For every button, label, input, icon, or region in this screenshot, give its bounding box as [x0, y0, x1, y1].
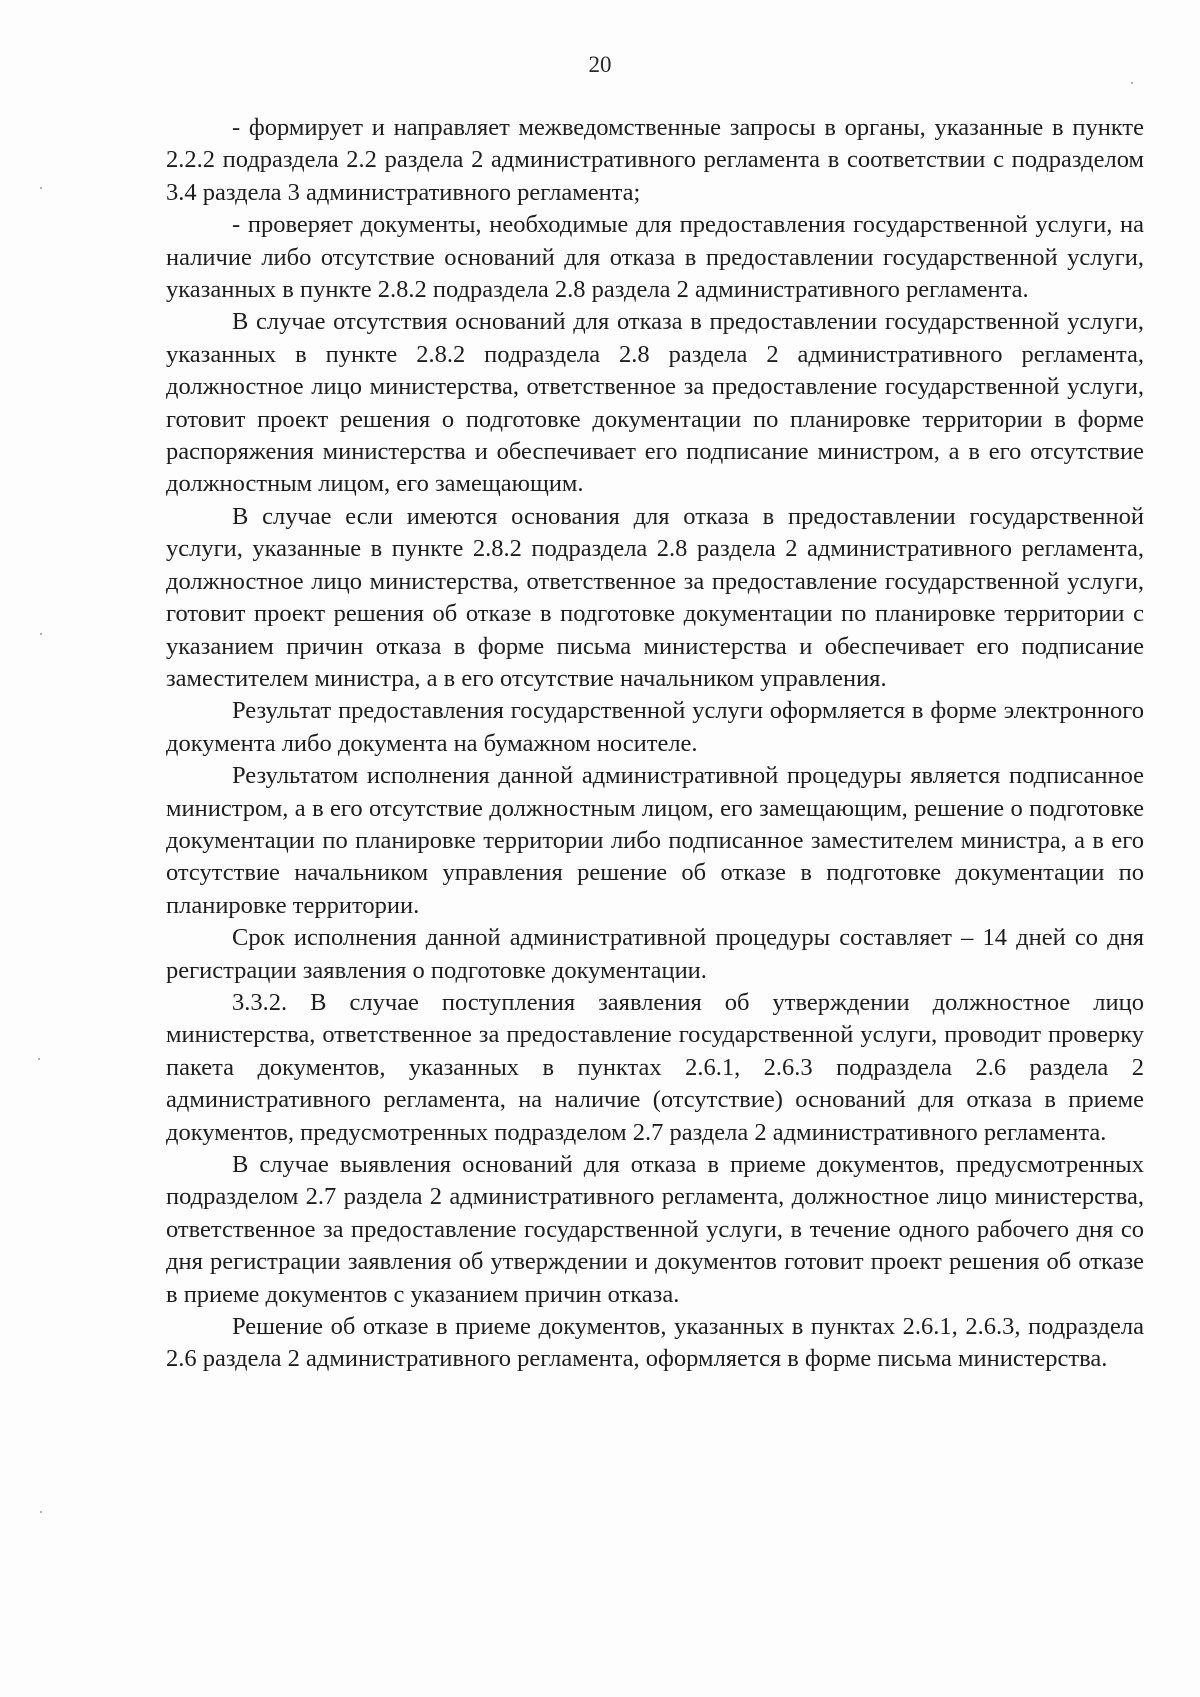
scan-speck: [40, 633, 42, 635]
scan-speck: [40, 1511, 42, 1513]
paragraph-7: Срок исполнения данной административной процедуры составляет – 14 дней со дня регистрации заявления о подготовке документации.: [166, 924, 1144, 984]
paragraph-3: В случае отсутствия оснований для отказа в предоставлении государственной услуги, указанных в пункте 2.8.2 подраздела 2.8 раздела 2 административного регламента, должностное лицо министерства, ответственное за предоставление государственной услуги, готовит проект решения о подготовке документации по планировке территории в форме распоряжения министерства и обеспечивает его подписание министром, а в его отсутствие должностным лицом, его замещающим.: [166, 308, 1144, 498]
paragraph-8: 3.3.2. В случае поступления заявления об утверждении должностное лицо министерства, ответственное за предоставление государственной услуги, проводит проверку пакета документов, указанных в пунктах 2.6.1, 2.6.3 подраздела 2.6 раздела 2 административного регламента, на наличие (отсутствие) оснований для отказа в приеме документов, предусмотренных подразделом 2.7 раздела 2 административного регламента.: [166, 988, 1144, 1146]
paragraph-5: Результат предоставления государственной услуги оформляется в форме электронного документа либо документа на бумажном носителе.: [166, 697, 1144, 757]
paragraph-6: Результатом исполнения данной административной процедуры является подписанное министром, а в его отсутствие должностным лицом, его замещающим, решение о подготовке документации по планировке территории либо подписанное заместителем министра, а в его отсутствие начальником управления решение об отказе в подготовке документации по планировке территории.: [166, 762, 1144, 919]
paragraph-10: Решение об отказе в приеме документов, указанных в пунктах 2.6.1, 2.6.3, подраздела 2.6 раздела 2 административного регламента, оформляется в форме письма министерства.: [166, 1313, 1144, 1373]
scan-speck: [40, 187, 42, 189]
paragraph-9: В случае выявления оснований для отказа в приеме документов, предусмотренных подразделом 2.7 раздела 2 административного регламента, должностное лицо министерства, ответственное за предоставление государственной услуги, в течение одного рабочего дня со дня регистрации заявления об утверждении и документов готовит проект решения об отказе в приеме документов с указанием причин отказа.: [166, 1151, 1144, 1308]
page-number: 20: [588, 52, 612, 77]
document-body: [166, 112, 1144, 1376]
paragraph-1: - формирует и направляет межведомственные запросы в органы, указанные в пункте 2.2.2 подраздела 2.2 раздела 2 административного регламента в соответствии с подразделом 3.4 раздела 3 административного регламента;: [166, 114, 1144, 206]
scan-speck: [1131, 82, 1133, 84]
scan-speck: [38, 1058, 40, 1060]
paragraph-4: В случае если имеются основания для отказа в предоставлении государственной услуги, указанные в пункте 2.8.2 подраздела 2.8 раздела 2 административного регламента, должностное лицо министерства, ответственное за предоставление государственной услуги, готовит проект решения об отказе в подготовке документации по планировке территории с указанием причин отказа в форме письма министерства и обеспечивает его подписание заместителем министра, а в его отсутствие начальником управления.: [166, 502, 1144, 692]
paragraph-2: - проверяет документы, необходимые для предоставления государственной услуги, на наличие либо отсутствие оснований для отказа в предоставлении государственной услуги, указанных в пункте 2.8.2 подраздела 2.8 раздела 2 административного регламента.: [166, 211, 1144, 304]
